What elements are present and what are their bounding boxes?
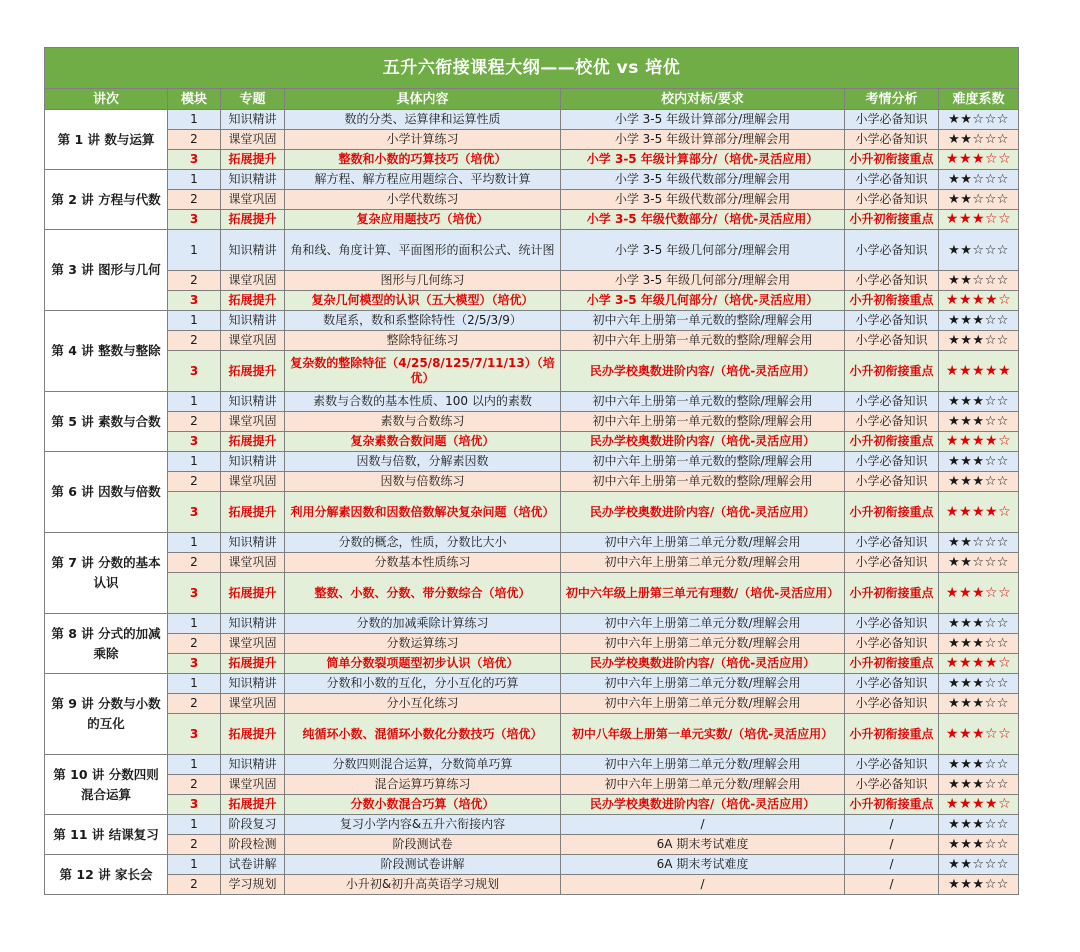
topic-cell: 知识精讲 <box>221 674 285 694</box>
topic-cell: 拓展提升 <box>221 714 285 755</box>
difficulty-cell: ★★★★☆ <box>939 432 1019 452</box>
module-cell: 2 <box>168 835 221 855</box>
topic-cell: 学习规划 <box>221 875 285 895</box>
content-cell: 分小互化练习 <box>285 694 561 714</box>
difficulty-cell: ★★★☆☆ <box>939 835 1019 855</box>
table-row <box>45 311 1019 331</box>
analysis-cell: 小学必备知识 <box>845 230 939 271</box>
module-cell: 3 <box>168 492 221 533</box>
standard-cell: 初中六年上册第一单元数的整除/理解会用 <box>561 452 845 472</box>
table-row <box>45 271 1019 291</box>
header-lecture: 讲次 <box>45 89 168 110</box>
module-cell: 1 <box>168 614 221 634</box>
module-cell: 1 <box>168 230 221 271</box>
content-cell: 分数和小数的互化，分小互化的巧算 <box>285 674 561 694</box>
topic-cell: 拓展提升 <box>221 432 285 452</box>
module-cell: 3 <box>168 432 221 452</box>
table-title: 五升六衔接课程大纲——校优 vs 培优 <box>45 48 1019 89</box>
topic-cell: 课堂巩固 <box>221 271 285 291</box>
module-cell: 2 <box>168 472 221 492</box>
content-cell: 素数与合数练习 <box>285 412 561 432</box>
difficulty-cell: ★★☆☆☆ <box>939 110 1019 130</box>
content-cell: 小学代数练习 <box>285 190 561 210</box>
table-row <box>45 835 1019 855</box>
header-difficulty: 难度系数 <box>939 89 1019 110</box>
table-row <box>45 230 1019 271</box>
difficulty-cell: ★★★☆☆ <box>939 614 1019 634</box>
module-cell: 2 <box>168 553 221 573</box>
analysis-cell: 小升初衔接重点 <box>845 573 939 614</box>
topic-cell: 课堂巩固 <box>221 190 285 210</box>
analysis-cell: 小升初衔接重点 <box>845 432 939 452</box>
difficulty-cell: ★★★☆☆ <box>939 634 1019 654</box>
module-cell: 2 <box>168 875 221 895</box>
content-cell: 复杂应用题技巧（培优） <box>285 210 561 230</box>
analysis-cell: 小学必备知识 <box>845 634 939 654</box>
course-outline-table <box>44 47 1019 895</box>
content-cell: 阶段测试卷 <box>285 835 561 855</box>
module-cell: 3 <box>168 714 221 755</box>
content-cell: 图形与几何练习 <box>285 271 561 291</box>
module-cell: 3 <box>168 291 221 311</box>
table-row <box>45 553 1019 573</box>
standard-cell: 初中六年级上册第三单元有理数/（培优-灵活应用） <box>561 573 845 614</box>
analysis-cell: 小学必备知识 <box>845 311 939 331</box>
difficulty-cell: ★★☆☆☆ <box>939 230 1019 271</box>
analysis-cell: / <box>845 815 939 835</box>
content-cell: 素数与合数的基本性质、100 以内的素数 <box>285 392 561 412</box>
topic-cell: 课堂巩固 <box>221 130 285 150</box>
topic-cell: 拓展提升 <box>221 210 285 230</box>
difficulty-cell: ★★☆☆☆ <box>939 190 1019 210</box>
topic-cell: 知识精讲 <box>221 755 285 775</box>
table-row <box>45 432 1019 452</box>
content-cell: 复习小学内容&五升六衔接内容 <box>285 815 561 835</box>
analysis-cell: / <box>845 855 939 875</box>
module-cell: 1 <box>168 674 221 694</box>
table-row <box>45 190 1019 210</box>
content-cell: 整数、小数、分数、带分数综合（培优） <box>285 573 561 614</box>
standard-cell: 初中六年上册第一单元数的整除/理解会用 <box>561 472 845 492</box>
analysis-cell: 小学必备知识 <box>845 392 939 412</box>
standard-cell: 小学 3-5 年级几何部分/理解会用 <box>561 230 845 271</box>
content-cell: 分数基本性质练习 <box>285 553 561 573</box>
content-cell: 复杂数的整除特征（4/25/8/125/7/11/13）（培优） <box>285 351 561 392</box>
module-cell: 2 <box>168 130 221 150</box>
analysis-cell: 小学必备知识 <box>845 755 939 775</box>
difficulty-cell: ★★★☆☆ <box>939 694 1019 714</box>
header-row <box>45 89 1019 110</box>
difficulty-cell: ★★☆☆☆ <box>939 855 1019 875</box>
topic-cell: 知识精讲 <box>221 110 285 130</box>
lecture-cell: 第 9 讲 分数与小数的互化 <box>45 674 168 755</box>
content-cell: 小学计算练习 <box>285 130 561 150</box>
topic-cell: 拓展提升 <box>221 795 285 815</box>
module-cell: 1 <box>168 311 221 331</box>
lecture-cell: 第 1 讲 数与运算 <box>45 110 168 170</box>
content-cell: 复杂素数合数问题（培优） <box>285 432 561 452</box>
difficulty-cell: ★★★☆☆ <box>939 472 1019 492</box>
standard-cell: 小学 3-5 年级几何部分/（培优-灵活应用） <box>561 291 845 311</box>
standard-cell: 初中六年上册第二单元分数/理解会用 <box>561 775 845 795</box>
topic-cell: 拓展提升 <box>221 573 285 614</box>
topic-cell: 知识精讲 <box>221 170 285 190</box>
topic-cell: 知识精讲 <box>221 311 285 331</box>
standard-cell: 民办学校奥数进阶内容/（培优-灵活应用） <box>561 492 845 533</box>
analysis-cell: 小学必备知识 <box>845 412 939 432</box>
difficulty-cell: ★★☆☆☆ <box>939 553 1019 573</box>
analysis-cell: 小学必备知识 <box>845 614 939 634</box>
analysis-cell: 小升初衔接重点 <box>845 150 939 170</box>
difficulty-cell: ★★★☆☆ <box>939 150 1019 170</box>
table-row <box>45 110 1019 130</box>
content-cell: 因数与倍数练习 <box>285 472 561 492</box>
content-cell: 分数的加减乘除计算练习 <box>285 614 561 634</box>
table-row <box>45 291 1019 311</box>
standard-cell: 小学 3-5 年级代数部分/理解会用 <box>561 170 845 190</box>
analysis-cell: 小学必备知识 <box>845 170 939 190</box>
topic-cell: 课堂巩固 <box>221 412 285 432</box>
header-analysis: 考情分析 <box>845 89 939 110</box>
difficulty-cell: ★★★★☆ <box>939 291 1019 311</box>
difficulty-cell: ★★★★☆ <box>939 654 1019 674</box>
topic-cell: 知识精讲 <box>221 392 285 412</box>
difficulty-cell: ★★☆☆☆ <box>939 533 1019 553</box>
header-module: 模块 <box>168 89 221 110</box>
module-cell: 3 <box>168 210 221 230</box>
difficulty-cell: ★★★☆☆ <box>939 714 1019 755</box>
lecture-cell: 第 3 讲 图形与几何 <box>45 230 168 311</box>
header-topic: 专题 <box>221 89 285 110</box>
difficulty-cell: ★★★☆☆ <box>939 875 1019 895</box>
standard-cell: 初中六年上册第一单元数的整除/理解会用 <box>561 392 845 412</box>
standard-cell: 小学 3-5 年级几何部分/理解会用 <box>561 271 845 291</box>
content-cell: 整除特征练习 <box>285 331 561 351</box>
standard-cell: 民办学校奥数进阶内容/（培优-灵活应用） <box>561 654 845 674</box>
content-cell: 分数运算练习 <box>285 634 561 654</box>
standard-cell: 小学 3-5 年级计算部分/（培优-灵活应用） <box>561 150 845 170</box>
topic-cell: 拓展提升 <box>221 150 285 170</box>
difficulty-cell: ★★★☆☆ <box>939 775 1019 795</box>
topic-cell: 拓展提升 <box>221 654 285 674</box>
topic-cell: 课堂巩固 <box>221 775 285 795</box>
content-cell: 角和线、角度计算、平面图形的面积公式、统计图 <box>285 230 561 271</box>
lecture-cell: 第 5 讲 素数与合数 <box>45 392 168 452</box>
standard-cell: 初中六年上册第二单元分数/理解会用 <box>561 553 845 573</box>
content-cell: 因数与倍数，分解素因数 <box>285 452 561 472</box>
analysis-cell: 小升初衔接重点 <box>845 210 939 230</box>
standard-cell: 民办学校奥数进阶内容/（培优-灵活应用） <box>561 795 845 815</box>
difficulty-cell: ★★☆☆☆ <box>939 130 1019 150</box>
analysis-cell: 小升初衔接重点 <box>845 654 939 674</box>
module-cell: 2 <box>168 412 221 432</box>
difficulty-cell: ★★☆☆☆ <box>939 271 1019 291</box>
lecture-cell: 第 10 讲 分数四则混合运算 <box>45 755 168 815</box>
analysis-cell: 小升初衔接重点 <box>845 492 939 533</box>
module-cell: 2 <box>168 694 221 714</box>
topic-cell: 拓展提升 <box>221 351 285 392</box>
analysis-cell: 小学必备知识 <box>845 190 939 210</box>
topic-cell: 知识精讲 <box>221 614 285 634</box>
analysis-cell: 小升初衔接重点 <box>845 795 939 815</box>
table-row <box>45 412 1019 432</box>
difficulty-cell: ★★★★☆ <box>939 492 1019 533</box>
lecture-cell: 第 8 讲 分式的加减乘除 <box>45 614 168 674</box>
difficulty-cell: ★★★☆☆ <box>939 311 1019 331</box>
table-row <box>45 674 1019 694</box>
standard-cell: 小学 3-5 年级计算部分/理解会用 <box>561 110 845 130</box>
content-cell: 阶段测试卷讲解 <box>285 855 561 875</box>
table-row <box>45 573 1019 614</box>
content-cell: 解方程、解方程应用题综合、平均数计算 <box>285 170 561 190</box>
table-row <box>45 130 1019 150</box>
content-cell: 纯循环小数、混循环小数化分数技巧（培优） <box>285 714 561 755</box>
difficulty-cell: ★★★☆☆ <box>939 331 1019 351</box>
analysis-cell: 小学必备知识 <box>845 472 939 492</box>
table-row <box>45 875 1019 895</box>
standard-cell: 小学 3-5 年级代数部分/理解会用 <box>561 190 845 210</box>
content-cell: 混合运算巧算练习 <box>285 775 561 795</box>
standard-cell: 6A 期末考试难度 <box>561 855 845 875</box>
topic-cell: 课堂巩固 <box>221 331 285 351</box>
module-cell: 3 <box>168 351 221 392</box>
standard-cell: 初中六年上册第二单元分数/理解会用 <box>561 614 845 634</box>
module-cell: 2 <box>168 190 221 210</box>
analysis-cell: 小学必备知识 <box>845 130 939 150</box>
content-cell: 小升初&初升高英语学习规划 <box>285 875 561 895</box>
standard-cell: 初中六年上册第一单元数的整除/理解会用 <box>561 412 845 432</box>
analysis-cell: 小学必备知识 <box>845 331 939 351</box>
content-cell: 数的分类、运算律和运算性质 <box>285 110 561 130</box>
topic-cell: 课堂巩固 <box>221 634 285 654</box>
difficulty-cell: ★★★☆☆ <box>939 674 1019 694</box>
analysis-cell: 小升初衔接重点 <box>845 291 939 311</box>
lecture-cell: 第 2 讲 方程与代数 <box>45 170 168 230</box>
module-cell: 1 <box>168 755 221 775</box>
table-row <box>45 755 1019 775</box>
table-row <box>45 533 1019 553</box>
analysis-cell: 小学必备知识 <box>845 452 939 472</box>
table-row <box>45 452 1019 472</box>
module-cell: 1 <box>168 392 221 412</box>
standard-cell: 小学 3-5 年级计算部分/理解会用 <box>561 130 845 150</box>
standard-cell: 初中六年上册第一单元数的整除/理解会用 <box>561 311 845 331</box>
header-standard: 校内对标/要求 <box>561 89 845 110</box>
content-cell: 复杂几何模型的认识（五大模型）（培优） <box>285 291 561 311</box>
module-cell: 3 <box>168 795 221 815</box>
lecture-cell: 第 7 讲 分数的基本认识 <box>45 533 168 614</box>
topic-cell: 阶段复习 <box>221 815 285 835</box>
difficulty-cell: ★★☆☆☆ <box>939 170 1019 190</box>
topic-cell: 拓展提升 <box>221 291 285 311</box>
difficulty-cell: ★★★☆☆ <box>939 815 1019 835</box>
table-row <box>45 614 1019 634</box>
standard-cell: / <box>561 815 845 835</box>
difficulty-cell: ★★★☆☆ <box>939 755 1019 775</box>
topic-cell: 试卷讲解 <box>221 855 285 875</box>
analysis-cell: 小学必备知识 <box>845 110 939 130</box>
topic-cell: 知识精讲 <box>221 533 285 553</box>
standard-cell: 初中八年级上册第一单元实数/（培优-灵活应用） <box>561 714 845 755</box>
standard-cell: 小学 3-5 年级代数部分/（培优-灵活应用） <box>561 210 845 230</box>
module-cell: 1 <box>168 110 221 130</box>
standard-cell: 初中六年上册第二单元分数/理解会用 <box>561 694 845 714</box>
difficulty-cell: ★★★★★ <box>939 351 1019 392</box>
standard-cell: 6A 期末考试难度 <box>561 835 845 855</box>
module-cell: 1 <box>168 815 221 835</box>
table-row <box>45 795 1019 815</box>
module-cell: 3 <box>168 573 221 614</box>
module-cell: 1 <box>168 533 221 553</box>
topic-cell: 课堂巩固 <box>221 694 285 714</box>
content-cell: 利用分解素因数和因数倍数解决复杂问题（培优） <box>285 492 561 533</box>
module-cell: 2 <box>168 634 221 654</box>
module-cell: 3 <box>168 150 221 170</box>
table-row <box>45 150 1019 170</box>
table-row <box>45 694 1019 714</box>
content-cell: 分数四则混合运算，分数简单巧算 <box>285 755 561 775</box>
table-row <box>45 634 1019 654</box>
difficulty-cell: ★★★☆☆ <box>939 210 1019 230</box>
module-cell: 2 <box>168 775 221 795</box>
standard-cell: 初中六年上册第一单元数的整除/理解会用 <box>561 331 845 351</box>
table-row <box>45 351 1019 392</box>
header-content: 具体内容 <box>285 89 561 110</box>
table-row <box>45 714 1019 755</box>
analysis-cell: / <box>845 875 939 895</box>
module-cell: 1 <box>168 452 221 472</box>
topic-cell: 知识精讲 <box>221 230 285 271</box>
standard-cell: 民办学校奥数进阶内容/（培优-灵活应用） <box>561 432 845 452</box>
module-cell: 1 <box>168 855 221 875</box>
topic-cell: 拓展提升 <box>221 492 285 533</box>
table-row <box>45 210 1019 230</box>
analysis-cell: 小学必备知识 <box>845 694 939 714</box>
table-row <box>45 392 1019 412</box>
table-row <box>45 331 1019 351</box>
topic-cell: 课堂巩固 <box>221 472 285 492</box>
difficulty-cell: ★★★☆☆ <box>939 452 1019 472</box>
analysis-cell: 小学必备知识 <box>845 271 939 291</box>
content-cell: 整数和小数的巧算技巧（培优） <box>285 150 561 170</box>
standard-cell: 民办学校奥数进阶内容/（培优-灵活应用） <box>561 351 845 392</box>
content-cell: 分数的概念，性质，分数比大小 <box>285 533 561 553</box>
standard-cell: / <box>561 875 845 895</box>
module-cell: 2 <box>168 331 221 351</box>
difficulty-cell: ★★★☆☆ <box>939 412 1019 432</box>
topic-cell: 阶段检测 <box>221 835 285 855</box>
table-body <box>45 110 1019 895</box>
lecture-cell: 第 6 讲 因数与倍数 <box>45 452 168 533</box>
table-row <box>45 472 1019 492</box>
module-cell: 3 <box>168 654 221 674</box>
analysis-cell: 小学必备知识 <box>845 775 939 795</box>
table-row <box>45 775 1019 795</box>
standard-cell: 初中六年上册第二单元分数/理解会用 <box>561 533 845 553</box>
lecture-cell: 第 4 讲 整数与整除 <box>45 311 168 392</box>
standard-cell: 初中六年上册第二单元分数/理解会用 <box>561 674 845 694</box>
standard-cell: 初中六年上册第二单元分数/理解会用 <box>561 755 845 775</box>
analysis-cell: / <box>845 835 939 855</box>
analysis-cell: 小学必备知识 <box>845 533 939 553</box>
module-cell: 2 <box>168 271 221 291</box>
lecture-cell: 第 12 讲 家长会 <box>45 855 168 895</box>
analysis-cell: 小学必备知识 <box>845 553 939 573</box>
content-cell: 简单分数裂项题型初步认识（培优） <box>285 654 561 674</box>
difficulty-cell: ★★★★☆ <box>939 795 1019 815</box>
standard-cell: 初中六年上册第二单元分数/理解会用 <box>561 634 845 654</box>
table-row <box>45 492 1019 533</box>
content-cell: 分数小数混合巧算（培优） <box>285 795 561 815</box>
table-row <box>45 815 1019 835</box>
lecture-cell: 第 11 讲 结课复习 <box>45 815 168 855</box>
analysis-cell: 小升初衔接重点 <box>845 714 939 755</box>
analysis-cell: 小学必备知识 <box>845 674 939 694</box>
table-row <box>45 855 1019 875</box>
difficulty-cell: ★★★☆☆ <box>939 573 1019 614</box>
content-cell: 数尾系，数和系整除特性（2/5/3/9） <box>285 311 561 331</box>
difficulty-cell: ★★★☆☆ <box>939 392 1019 412</box>
topic-cell: 知识精讲 <box>221 452 285 472</box>
table-row <box>45 654 1019 674</box>
table-row <box>45 170 1019 190</box>
analysis-cell: 小升初衔接重点 <box>845 351 939 392</box>
topic-cell: 课堂巩固 <box>221 553 285 573</box>
module-cell: 1 <box>168 170 221 190</box>
